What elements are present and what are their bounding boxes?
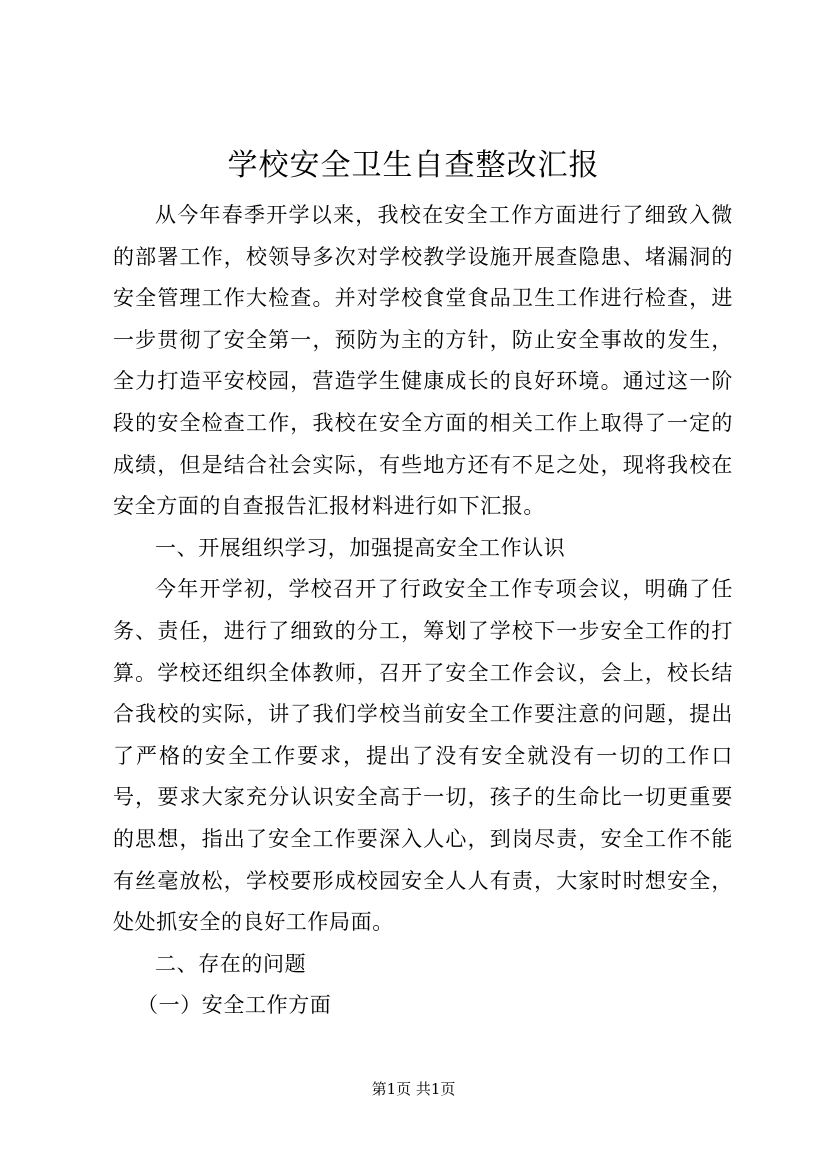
intro-paragraph: 从今年春季开学以来，我校在安全工作方面进行了细致入微的部署工作，校领导多次对学校教学设施开展查隐患、堵漏洞的安全管理工作大检查。并对学校食堂食品卫生工作进行检查，进一步贯彻了安全第一，预防为主的方针，防止安全事故的发生，全力打造平安校园，营造学生健康成长的良好环境。通过这一阶段的安全检查工作，我校在安全方面的相关工作上取得了一定的成绩，但是结合社会实际，有些地方还有不足之处，现将我校在安全方面的自查报告汇报材料进行如下汇报。 [113,203,733,519]
section-heading-1: 一、开展组织学习，加强提高安全工作认识 [155,535,566,560]
subsection-heading: （一）安全工作方面 [137,993,332,1018]
section-heading-2: 二、存在的问题 [155,951,307,976]
section-1-paragraph: 今年开学初，学校召开了行政安全工作专项会议，明确了任务、责任，进行了细致的分工，筹划了学校下一步安全工作的打算。学校还组织全体教师，召开了安全工作会议，会上，校长结合我校的实际，讲了我们学校当前安全工作要注意的问题，提出了严格的安全工作要求，提出了没有安全就没有一切的工作口号，要求大家充分认识安全高于一切，孩子的生命比一切更重要的思想，指出了安全工作要深入人心，到岗尽责，安全工作不能有丝毫放松，学校要形成校园安全人人有责，大家时时想安全，处处抓安全的良好工作局面。 [113,577,733,935]
document-title: 学校安全卫生自查整改汇报 [227,148,600,183]
page-footer: 第1页 共1页 [371,1080,456,1098]
document-body [113,195,733,1027]
